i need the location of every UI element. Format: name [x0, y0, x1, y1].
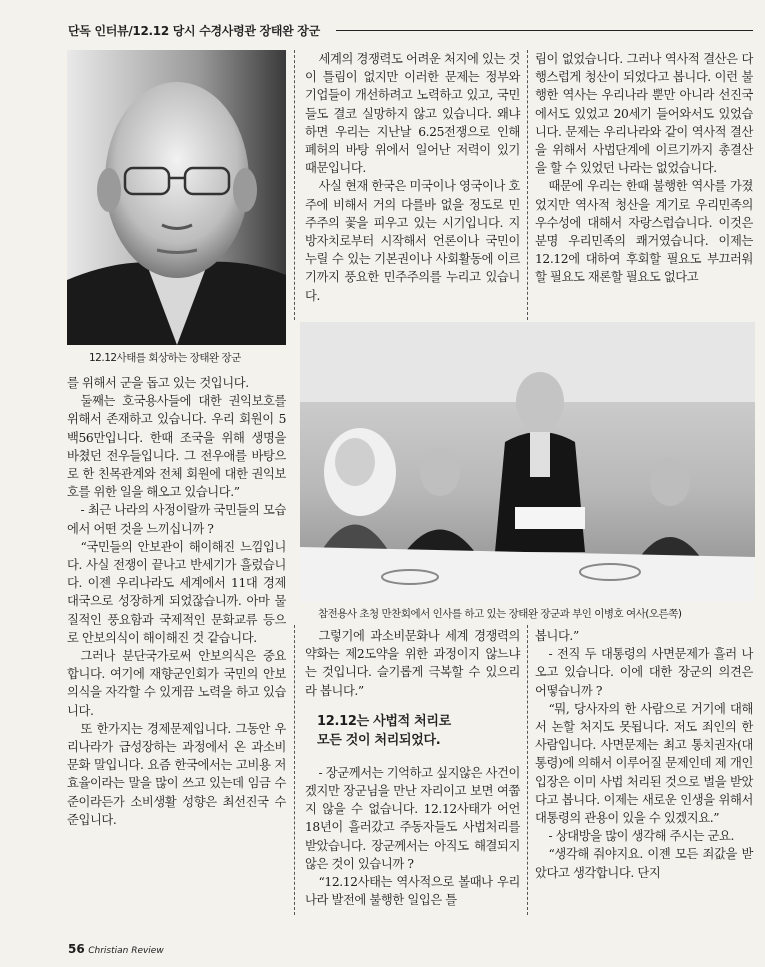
group-photo — [300, 322, 755, 602]
portrait-illustration — [67, 50, 286, 345]
column-2-bottom — [305, 627, 520, 909]
column-divider-3 — [527, 50, 528, 320]
portrait-photo — [67, 50, 286, 345]
col1-para-5: 또 한가지는 경제문제입니다. 그동안 우리나라가 급성장하는 과정에서 온 과소비문화 말입니다. 요즘 한국에서는 고비용 저효율이라는 말을 많이 쓰고 있는데 임금 수준이라든가 소비생활 성향은 최선진국 수준입니다. — [67, 721, 286, 827]
subheading-line-1: 12.12는 사법적 처리로 — [317, 713, 451, 729]
col1-para-3: “국민들의 안보관이 해이해진 느낌입니다. 사실 전쟁이 끝나고 반세기가 흘렀습니다. 이젠 우리나라도 세계에서 11대 경제대국으로 성장하게 되었잖습니까. 아마 물질적인 풍요함과 국제적인 문화교류 등으로 안보의식이 해이해진 것 같습니다. — [67, 539, 286, 645]
column-2-top — [305, 50, 520, 305]
running-header: 단독 인터뷰/12.12 당시 수경사령관 장태완 장군 — [68, 24, 320, 38]
col2b-para-1: 그렇기에 과소비문화나 세계 경쟁력의 약화는 제2도약을 위한 과정이지 않느냐는 것입니다. 슬기롭게 극복할 수 있으리라 봅니다.” — [305, 629, 520, 698]
column-divider-2 — [294, 625, 295, 915]
column-3-top — [535, 50, 753, 287]
col1-para-4: 그러나 분단국가로써 안보의식은 중요합니다. 여기에 재향군인회가 국민의 안보의식을 자각할 수 있게끔 노력을 하고 있습니다. — [67, 649, 286, 718]
col3b-para-1: 봅니다.” — [535, 629, 579, 643]
group-illustration — [300, 322, 755, 602]
subheading-line-2: 모든 것이 처리되었다. — [317, 732, 441, 748]
section-subheading — [317, 712, 520, 750]
col3b-answer-1: “뭐, 당사자의 한 사람으로 거기에 대해서 논할 처지도 못됩니다. 저도 죄인의 한 사람입니다. 사면문제는 최고 통치권자(대통령)에 의해서 이루어질 문제인데 제 개인 입장은 이미 사법 처리된 것으로 벌을 받았다고 봅니다. 이제는 새로운 인생을 위해서 대통령의 관용이 있을 수 있겠지요.” — [535, 701, 753, 826]
col3-para-2: 때문에 우리는 한때 불행한 역사를 가졌었지만 역사적 청산을 계기로 우리민족의 우수성에 대해서 자랑스럽습니다. 이것은 분명 우리민족의 쾌거였습니다. 이제는 12.12에 대하여 후회할 필요도 부끄러워할 필요도 재론할 필요도 없다고 — [535, 179, 753, 285]
col1-para-2: 둘째는 호국용사들에 대한 권익보호를 위해서 존재하고 있습니다. 우리 회원이 5백56만입니다. 한때 조국을 위해 생명을 바쳤던 전우들입니다. 그 전우애를 바탕으로 한 친목관계와 전체 회원에 대한 권익보호를 위한 일을 해오고 있습니다.” — [67, 394, 286, 500]
col3b-question-1: - 전직 두 대통령의 사면문제가 흘러 나오고 있습니다. 이에 대한 장군의 의견은 어떻습니까 ? — [535, 647, 753, 698]
col2-para-2: 사실 현재 한국은 미국이나 영국이나 호주에 비해서 거의 다를바 없을 정도로 민주주의 꽃을 피우고 있는 시기입니다. 지방자치로부터 시작해서 언론이나 국민이 누릴 수 있는 기본권이나 사회활동에 이르기까지 풍요한 민주주의를 누리고 있습니다. — [305, 179, 520, 303]
col2b-question: - 장군께서는 기억하고 싶지않은 사건이겠지만 장군님을 만난 자리이고 보면 여쭙지 않을 수 없습니다. 12.12사태가 어언 18년이 흘러갔고 주동자들도 사법처리를 받았습니다. 장군께서는 아직도 해결되지 않은 것이 있습니까 ? — [305, 765, 520, 871]
page-number: 56 — [68, 942, 85, 956]
col2b-answer: “12.12사태는 역사적으로 볼때나 우리나라 발전에 불행한 일입은 틀 — [305, 875, 520, 908]
col3b-question-2: - 상대방을 많이 생각해 주시는 군요. — [548, 829, 735, 844]
column-divider-4 — [527, 625, 528, 915]
column-divider-1 — [294, 50, 295, 320]
portrait-caption: 12.12사태를 회상하는 장태완 장군 — [89, 352, 241, 364]
header-rule — [336, 30, 753, 31]
column-1 — [67, 374, 286, 829]
col3b-answer-2: “생각해 줘야지요. 이젠 모든 죄값을 받았다고 생각합니다. 단지 — [535, 847, 753, 880]
group-caption: 참전용사 초청 만찬회에서 인사를 하고 있는 장태완 장군과 부인 이병호 여사(오른쪽) — [318, 608, 682, 620]
col1-question-1: - 최근 나라의 사정이랄까 국민들의 모습에서 어떤 것을 느끼십니까 ? — [67, 503, 286, 536]
magazine-name: Christian Review — [88, 946, 164, 956]
col1-para-1: 를 위해서 군을 돕고 있는 것입니다. — [67, 376, 249, 390]
page-folio — [68, 942, 164, 956]
col2-para-1: 세계의 경쟁력도 어려운 처지에 있는 것이 틀림이 없지만 이러한 문제는 정부와 기업들이 개선하려고 노력하고 있고, 국민들도 결코 실망하지 않고 있습니다. 왜냐하면 우리는 지난날 6.25전쟁으로 인해 폐허의 바탕 위에서 일어난 저력이 있기 때문입니다. — [305, 52, 520, 176]
column-3-bottom — [535, 627, 753, 882]
col3-para-1: 림이 없었습니다. 그러나 역사적 결산은 다행스럽게 청산이 되었다고 봅니다. 이런 불행한 역사는 우리나라 뿐만 아니라 선진국에서도 있었고 20세기 들어와서도 있었습니다. 문제는 우리나라와 같이 역사적 결산을 위해서 사법단계에 이르기까지 총결산을 할 수 있었던 나라는 없었습니다. — [535, 52, 753, 176]
